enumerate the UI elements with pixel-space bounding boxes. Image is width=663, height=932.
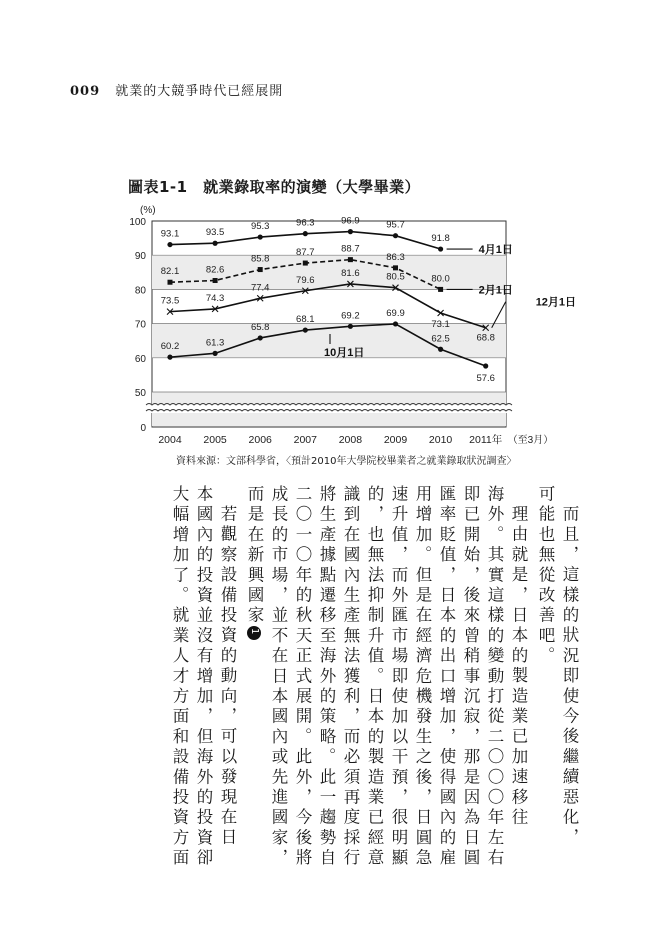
text-column: 將生產據點遷移至海外的策略。此一趨勢自 — [317, 485, 336, 869]
data-label: 85.8 — [250, 253, 270, 265]
running-title: 就業的大競爭時代已經展開 — [115, 84, 284, 99]
text-column: 而且，這樣的狀況即使今後繼續惡化， — [560, 505, 579, 849]
text-column: 本國內的投資並沒有增加，但海外的投資卻 — [194, 485, 213, 869]
data-label: 68.1 — [296, 314, 315, 326]
y-tick-label: 70 — [134, 319, 146, 331]
text-column-content: 而是在新興國家 — [245, 485, 264, 627]
data-point — [258, 234, 263, 239]
data-point — [393, 233, 398, 238]
text-column — [246, 485, 263, 640]
data-label: 62.5 — [431, 333, 450, 345]
x-tick-label: 2009 — [383, 434, 408, 446]
series-label: 4月1日 — [478, 244, 513, 257]
note-marker: 1 — [249, 628, 260, 639]
text-column: 大幅增加了。就業人才方面和設備投資方面 — [170, 485, 189, 869]
series-label: 2月1日 — [478, 284, 513, 297]
data-label: 82.1 — [160, 266, 180, 278]
data-label: 82.6 — [205, 264, 225, 276]
data-label: 65.8 — [250, 321, 270, 333]
text-column: 理由就是，日本的製造業已加速移往 — [509, 505, 528, 829]
x-axis-suffix: （至3月） — [507, 435, 554, 446]
data-label: 74.3 — [205, 292, 225, 304]
data-label: 86.3 — [386, 251, 405, 263]
data-label: 96.9 — [341, 215, 360, 227]
data-point — [213, 278, 218, 283]
data-label: 77.4 — [250, 282, 270, 294]
data-point — [483, 363, 488, 368]
text-column: 可能也無從改善吧。 — [536, 485, 555, 667]
data-label: 60.2 — [160, 341, 180, 353]
data-label: 87.7 — [296, 247, 315, 259]
data-label: 80.5 — [386, 271, 405, 283]
data-point — [393, 265, 398, 270]
data-point — [348, 257, 353, 262]
text-column: 成長的市場，並不在日本國內或先進國家， — [269, 485, 288, 869]
running-header — [70, 80, 283, 99]
text-column: 即已開始，後來曾稍事沉寂，那是因為日圓 — [461, 485, 480, 869]
data-point — [213, 241, 218, 246]
text-column: 識到在國內生產無法獲利，而必須再度採行 — [341, 485, 360, 869]
x-tick-label: 2010 — [428, 434, 453, 446]
axis-break-gap — [146, 404, 512, 413]
text-column: 若觀察設備投資的動向，可以發現在日 — [218, 505, 237, 849]
x-tick-label: 2008 — [338, 434, 363, 446]
text-column: 匯率貶值，日本的出口增加，使得國內的雇 — [437, 485, 456, 869]
text-column: 的，也無法抑制升值。日本的製造業已經意 — [365, 485, 384, 869]
data-label: 69.9 — [386, 307, 405, 319]
data-label: 57.6 — [476, 373, 495, 385]
page-number: 009 — [70, 84, 101, 99]
y-tick-label: 0 — [140, 423, 146, 434]
series-label: 12月1日 — [535, 296, 577, 309]
data-point — [303, 261, 308, 266]
data-label: 96.3 — [296, 217, 315, 229]
y-tick-label: 60 — [134, 353, 146, 365]
data-label: 80.0 — [431, 273, 450, 285]
data-point — [438, 347, 443, 352]
x-tick-label: 2007 — [293, 434, 317, 446]
data-label: 68.8 — [476, 332, 495, 344]
y-tick-label: 80 — [134, 285, 146, 297]
data-label: 79.6 — [296, 274, 315, 286]
x-tick-label: 2004 — [158, 434, 182, 446]
data-label: 73.1 — [431, 318, 450, 330]
data-point — [258, 267, 263, 272]
data-label: 93.1 — [160, 228, 180, 240]
data-label: 88.7 — [341, 243, 360, 255]
data-point — [258, 335, 263, 340]
series-label: 10月1日 — [324, 347, 365, 359]
data-point — [348, 229, 353, 234]
text-column: 二〇一〇年的秋天正式展開。此外，今後將 — [293, 485, 312, 869]
data-point — [213, 351, 218, 356]
figure-source: 資料來源：文部科學省，〈預計2010年大學院校畢業者之就業錄取狀況調查〉 — [176, 456, 517, 467]
data-label: 93.5 — [205, 227, 225, 239]
data-point — [438, 287, 443, 292]
data-point — [303, 327, 308, 332]
data-point — [393, 321, 398, 326]
y-tick-label: 100 — [129, 217, 146, 228]
data-point — [167, 355, 172, 360]
data-label: 81.6 — [341, 267, 360, 279]
y-tick-label: 50 — [134, 388, 146, 399]
data-point — [168, 280, 173, 285]
x-tick-label: 2006 — [248, 434, 272, 446]
y-axis-label: (%) — [140, 205, 156, 216]
data-label: 61.3 — [205, 337, 225, 349]
data-label: 95.7 — [386, 219, 405, 231]
text-column: 海外。其實這樣的變動打從二〇〇〇年左右 — [485, 485, 504, 869]
x-tick-label: 2005 — [203, 434, 227, 446]
data-point — [303, 231, 308, 236]
data-point — [438, 246, 443, 251]
text-column: 速升值，而外匯市場即使加以干預，很明顯 — [389, 485, 408, 869]
data-label: 95.3 — [250, 221, 270, 233]
y-tick-label: 90 — [134, 251, 146, 263]
line-chart — [100, 200, 580, 450]
data-label: 69.2 — [341, 310, 360, 322]
data-label: 73.5 — [160, 295, 180, 307]
data-label: 91.8 — [431, 233, 450, 245]
data-point — [167, 242, 172, 247]
figure-title: 圖表1-1 就業錄取率的演變（大學畢業） — [128, 178, 421, 196]
data-point — [348, 324, 353, 329]
text-column: 用增加。但是在經濟危機發生之後，日圓急 — [413, 485, 432, 869]
x-tick-label: 2011年 — [469, 434, 503, 446]
